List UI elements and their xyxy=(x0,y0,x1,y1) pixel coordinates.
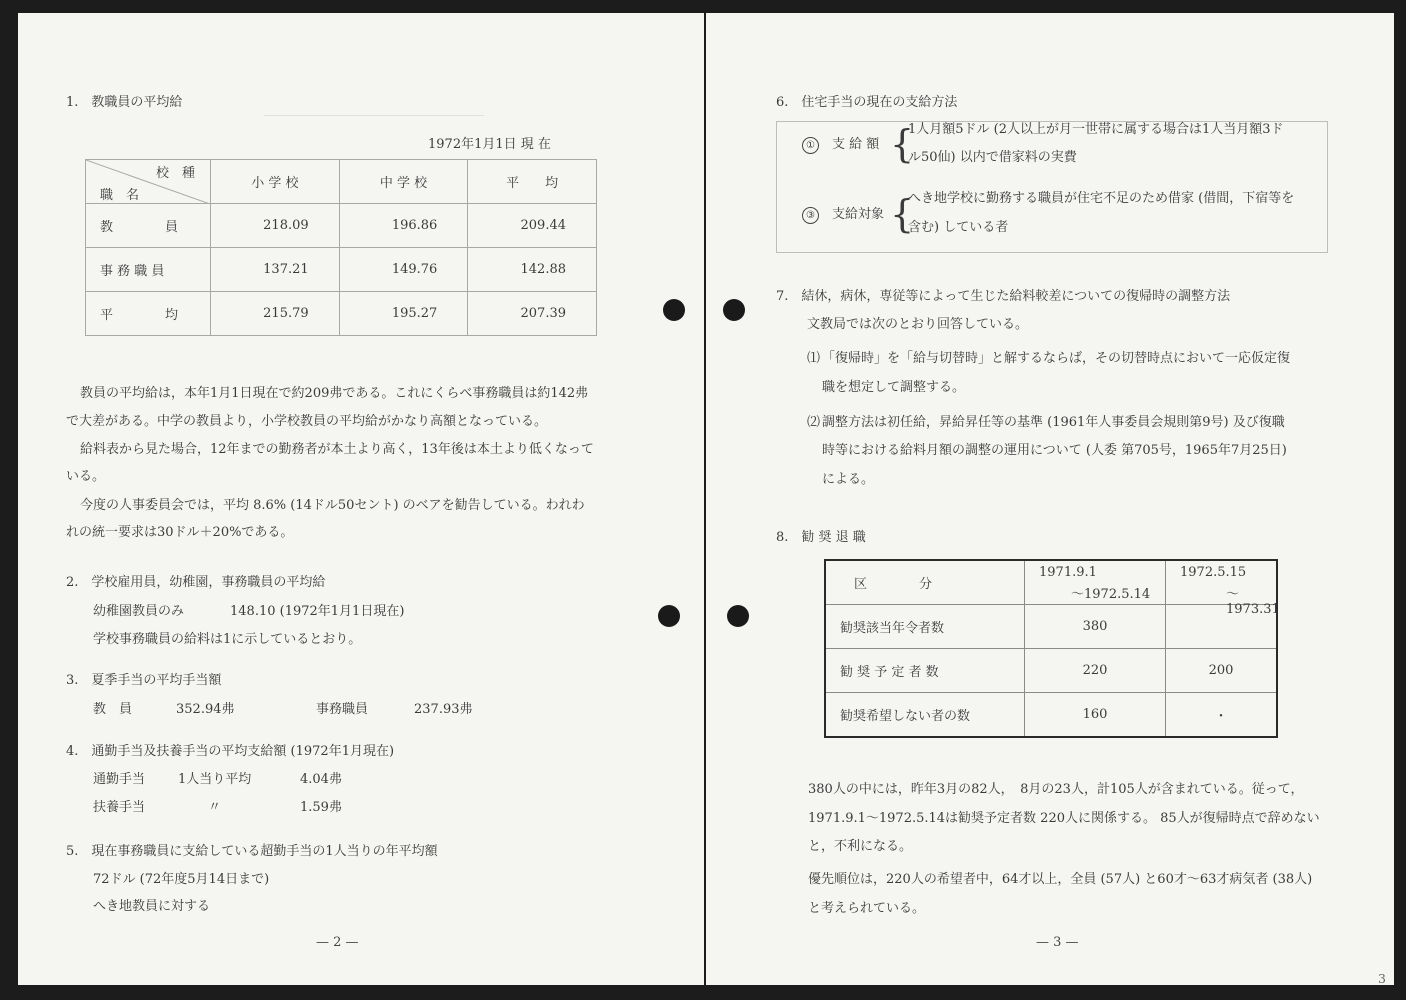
cell-value: 207.39 xyxy=(468,292,597,336)
s4-mid: 1人当り平均 xyxy=(178,772,252,787)
cell-value: 380 xyxy=(1025,605,1166,649)
table-average-salary xyxy=(85,159,597,336)
para1-line: れの統一要求は30ドル＋20%である。 xyxy=(66,525,294,540)
para8-line: 1971.9.1～1972.5.14は勧奨予定者数 220人に関係する。 85人が復帰時点で辞めない xyxy=(808,811,1320,826)
bleed-through-text xyxy=(796,265,800,279)
table-header-row xyxy=(825,560,1277,605)
corner-number: 3 xyxy=(1378,971,1386,985)
s3-value: 352.94弗 xyxy=(176,702,235,717)
section-6-title: 6. 住宅手当の現在の支給方法 xyxy=(776,95,958,110)
para8-line: と考えられている。 xyxy=(808,901,926,916)
page-number: — 2 — xyxy=(316,935,359,950)
s4-value: 1.59弗 xyxy=(300,800,342,815)
s7-item-text: による。 xyxy=(822,472,875,487)
s7-sub: 文教局では次のとおり回答している。 xyxy=(807,317,1029,332)
row-label: 勧奨該当年令者数 xyxy=(825,605,1025,649)
header-elementary: 小 学 校 xyxy=(211,160,340,204)
item-number xyxy=(802,137,819,154)
section-8-title: 8. 勧 奨 退 職 xyxy=(776,530,866,545)
para8-line: 380人の中には，昨年3月の82人， 8月の23人，計105人が含まれている。従って， xyxy=(808,782,1304,797)
binding-hole xyxy=(723,299,745,321)
section-2-title: 2. 学校雇用員，幼稚園，事務職員の平均給 xyxy=(66,575,326,590)
para8-line: 優先順位は，220人の希望者中，64才以上，全員 (57人) と60才～63才病気者 (38人) xyxy=(808,872,1313,887)
section-1-title: 1. 教職員の平均給 xyxy=(66,95,183,110)
item-text: 含む) している者 xyxy=(908,220,1009,235)
item-text: 1人月額5ドル (2人以上が月一世帯に属する場合は1人当月額3ド xyxy=(908,122,1284,137)
row-label: 事 務 職 員 xyxy=(86,248,211,292)
item-text: ル50仙) 以内で借家料の実費 xyxy=(908,150,1077,165)
page-number: — 3 — xyxy=(1036,935,1079,950)
binding-hole xyxy=(658,605,680,627)
s7-item-number: ⑵ xyxy=(807,415,821,430)
header-period-2 xyxy=(1166,560,1280,617)
s4-label: 通勤手当 xyxy=(93,772,146,787)
para1-line: 教員の平均給は，本年1月1日現在で約209弗である。これにくらべ事務職員は約142弗 xyxy=(80,386,589,401)
table-recommended-retirement xyxy=(824,559,1278,738)
s7-item-number: ⑴ xyxy=(807,351,821,366)
period-1-end: ～1972.5.14 xyxy=(1071,587,1151,602)
item-label: 支給対象 xyxy=(832,207,885,222)
binding-hole xyxy=(727,605,749,627)
s7-item-text: 調整方法は初任給，昇給昇任等の基準 (1961年人事委員会規則第9号) 及び復職 xyxy=(822,415,1285,430)
circled-number: ① xyxy=(802,137,819,154)
item-text: へき地学校に勤務する職員が住宅不足のため借家 (借間，下宿等を xyxy=(908,191,1295,206)
cell-value: 160 xyxy=(1025,693,1166,738)
section-5-title: 5. 現在事務職員に支給している超勤手当の1人当りの年平均額 xyxy=(66,844,438,859)
row-label: 勧奨希望しない者の数 xyxy=(825,693,1025,738)
header-corner: 区 分 xyxy=(825,560,1025,605)
cell-value: 218.09 xyxy=(211,204,340,248)
para1-line: で大差がある。中学の教員より，小学校教員の平均給がかなり高額となっている。 xyxy=(66,414,548,429)
cell-value: 220 xyxy=(1025,649,1166,693)
s4-label: 扶養手当 xyxy=(93,800,146,815)
cell-value: ・ xyxy=(1166,693,1278,738)
para1-line: 今度の人事委員会では，平均 8.6% (14ドル50セント) のベアを勧告している。われわ xyxy=(80,498,585,513)
row-label: 平 均 xyxy=(86,292,211,336)
table-corner-cell xyxy=(86,160,211,204)
cell-value: 209.44 xyxy=(468,204,597,248)
s3-value: 237.93弗 xyxy=(414,702,473,717)
binding-hole xyxy=(663,299,685,321)
cell-value: 142.88 xyxy=(468,248,597,292)
brace-icon: { xyxy=(890,192,915,236)
s2-line: 学校事務職員の給料は1に示しているとおり。 xyxy=(93,632,362,647)
corner-bottom-label: 職 名 xyxy=(100,188,140,203)
table-row xyxy=(825,605,1277,649)
s5-line: へき地教員に対する xyxy=(93,899,211,914)
table1-date: 1972年1月1日 現 在 xyxy=(428,137,551,152)
section-7-title: 7. 結休，病休，専従等によって生じた給料較差についての復帰時の調整方法 xyxy=(776,289,1231,304)
s3-label: 事務職員 xyxy=(316,702,369,717)
cell-value: 195.27 xyxy=(339,292,468,336)
cell-value: 200 xyxy=(1166,649,1278,693)
item-number xyxy=(802,207,819,224)
row-label: 教 員 xyxy=(86,204,211,248)
s7-item-text: 時等における給料月額の調整の運用について (人委 第705号，1965年7月25日) xyxy=(822,443,1287,458)
cell-value: 196.86 xyxy=(339,204,468,248)
right-page xyxy=(706,13,1394,985)
period-2-end: ～1973.31 xyxy=(1226,587,1280,617)
row-label: 勧 奨 予 定 者 数 xyxy=(825,649,1025,693)
period-1-start: 1971.9.1 xyxy=(1039,565,1097,580)
header-junior-high: 中 学 校 xyxy=(339,160,468,204)
s2-label: 幼稚園教員のみ xyxy=(93,604,185,619)
table-row xyxy=(825,649,1277,693)
para1-line: いる。 xyxy=(66,469,106,484)
cell-value: 137.21 xyxy=(211,248,340,292)
header-period-1 xyxy=(1025,560,1166,605)
table-header-row xyxy=(86,160,597,204)
para1-line: 給料表から見た場合，12年までの勤務者が本土より高く，13年後は本土より低くなって xyxy=(80,442,594,457)
s2-value: 148.10 (1972年1月1日現在) xyxy=(230,604,405,619)
cell-value: 149.76 xyxy=(339,248,468,292)
table-row xyxy=(86,204,597,248)
period-2-start: 1972.5.15 xyxy=(1180,565,1247,580)
circled-number: ③ xyxy=(802,207,819,224)
s4-mid: 〃 xyxy=(208,800,222,815)
s4-value: 4.04弗 xyxy=(300,772,342,787)
table-row xyxy=(86,248,597,292)
para8-line: と，不利になる。 xyxy=(808,839,913,854)
brace-icon: { xyxy=(890,122,915,166)
bleed-through-line xyxy=(264,115,484,116)
table-row xyxy=(86,292,597,336)
item-label: 支 給 額 xyxy=(832,137,880,152)
section-3-title: 3. 夏季手当の平均手当額 xyxy=(66,673,222,688)
s7-item-text: 職を想定して調整する。 xyxy=(822,380,966,395)
left-page xyxy=(18,13,704,985)
s3-label: 教 員 xyxy=(93,702,133,717)
corner-top-label: 校 種 xyxy=(156,166,196,181)
section-4-title: 4. 通勤手当及扶養手当の平均支給額 (1972年1月現在) xyxy=(66,744,395,759)
s7-item-text: 「復帰時」を「給与切替時」と解するならば，その切替時点において一応仮定復 xyxy=(822,351,1291,366)
cell-value: 215.79 xyxy=(211,292,340,336)
table-row xyxy=(825,693,1277,738)
s5-line: 72ドル (72年度5月14日まで) xyxy=(93,872,270,887)
header-average: 平 均 xyxy=(468,160,597,204)
